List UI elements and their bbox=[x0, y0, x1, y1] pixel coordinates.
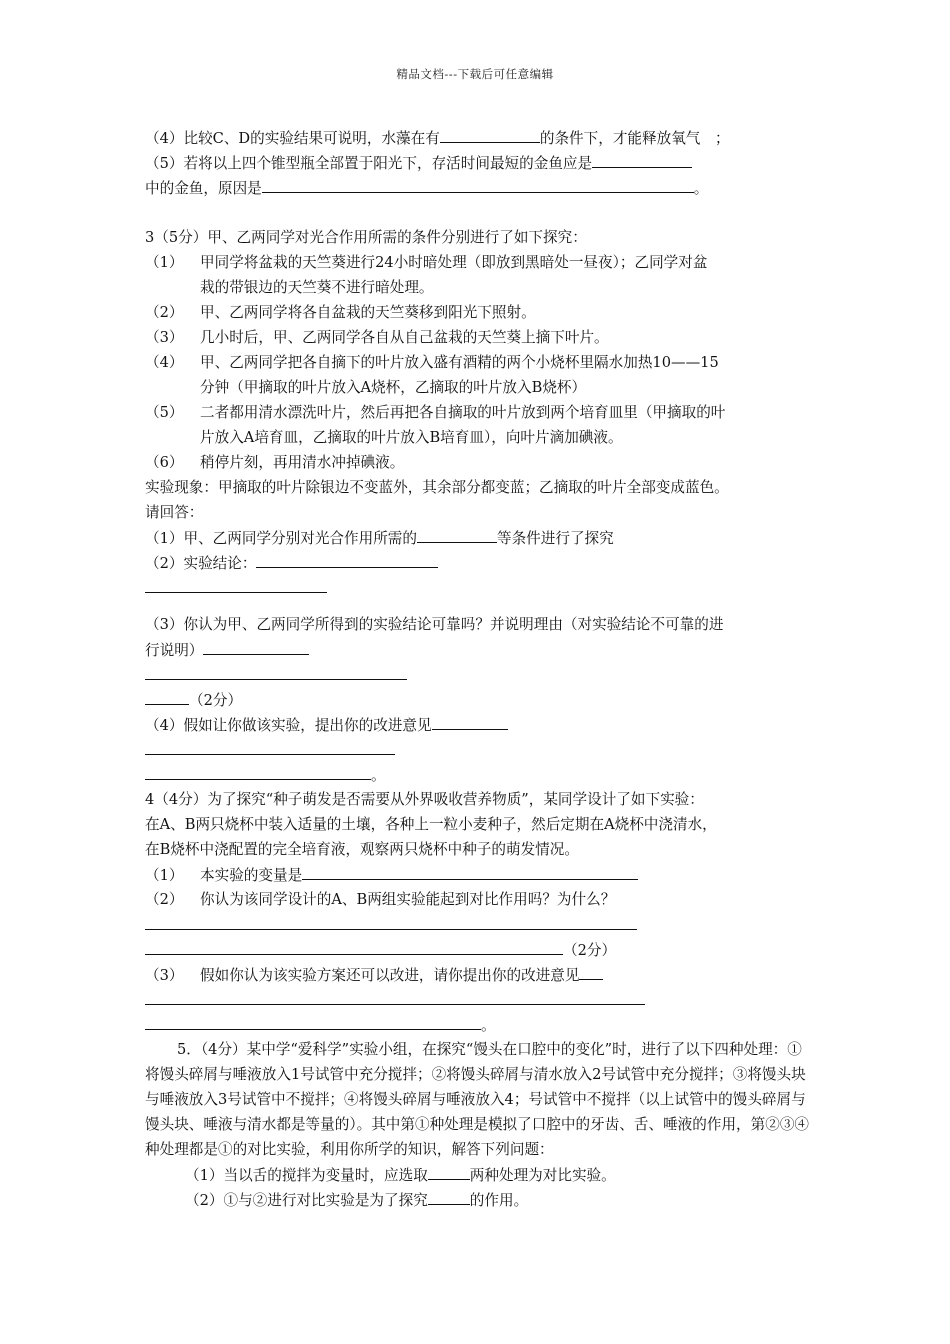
q3-answer-1: （1）甲、乙两同学分别对光合作用所需的 等条件进行了探究 bbox=[145, 525, 815, 550]
q3-answer-2: （2）实验结论： bbox=[145, 550, 815, 575]
answer-blank[interactable] bbox=[145, 912, 637, 930]
q3-step-cont: 片放入A培育皿，乙摘取的叶片放入B培育皿），向叶片滴加碘液。 bbox=[200, 429, 623, 446]
q3-answer-4-line: 。 bbox=[145, 762, 815, 787]
q3-ask: 请回答： bbox=[145, 504, 204, 521]
q5-paragraph: 5．（4分）某中学“爱科学”实验小组，在探究“馒头在口腔中的变化”时，进行了以下四种处理：①将馒头碎屑与唾液放入1号试管中充分搅拌；②将馒头碎屑与清水放入2号试管中充分搅拌；③将馒头块与唾液放入3号试管中不搅拌；④将馒头碎屑与唾液放入4；号试管中不搅拌（以上试管中的馒头碎屑与馒头块、唾液与清水都是等量的）。其中第①种处理是模拟了口腔中的牙齿、舌、唾液的作用，第②③④种处理都是①的对比实验，利用你所学的知识，解答下列问题： bbox=[145, 1041, 810, 1158]
q4-text: 在A、B两只烧杯中装入适量的土壤，各种上一粒小麦种子，然后定期在A烧杯中浇清水， bbox=[145, 816, 717, 833]
q3-step-cont: 栽的带银边的天竺葵不进行暗处理。 bbox=[200, 279, 434, 296]
answer-blank[interactable] bbox=[145, 687, 189, 705]
q3-answer-2-cont bbox=[145, 575, 815, 600]
q4-item-3: （3） 假如你认为该实验方案还可以改进，请你提出你的改进意见 bbox=[145, 962, 815, 987]
q3-step: （5） 二者都用清水漂洗叶片，然后再把各自摘取的叶片放到两个培育皿里（甲摘取的叶 bbox=[145, 404, 726, 421]
q5-item-1: （1）当以舌的搅拌为变量时，应选取 两种处理为对比实验。 bbox=[145, 1162, 815, 1187]
q3-answer-3: （3）你认为甲、乙两同学所得到的实验结论可靠吗？并说明理由（对实验结论不可靠的进 bbox=[145, 616, 724, 633]
q3-answer-3-line bbox=[145, 662, 815, 687]
answer-blank[interactable] bbox=[428, 1187, 470, 1205]
answer-blank[interactable] bbox=[579, 962, 603, 980]
document-body bbox=[145, 125, 815, 1212]
q2-item-4: （4）比较C、D的实验结果可说明，水藻在有 的条件下，才能释放氧气 ； bbox=[145, 125, 815, 150]
q2-item-5-cont: 中的金鱼，原因是 。 bbox=[145, 175, 815, 200]
q4-item-2-line: （2分） bbox=[145, 937, 815, 962]
q3-answer-3-score: （2分） bbox=[145, 687, 815, 712]
q3-step-cont: 分钟（甲摘取的叶片放入A烧杯，乙摘取的叶片放入B烧杯） bbox=[200, 379, 587, 396]
q5-item-2: （2）①与②进行对比实验是为了探究 的作用。 bbox=[145, 1187, 815, 1212]
q4-item-1: （1） 本实验的变量是 bbox=[145, 862, 815, 887]
q3-answer-4-line bbox=[145, 737, 815, 762]
answer-blank[interactable] bbox=[145, 737, 395, 755]
answer-blank[interactable] bbox=[145, 937, 563, 955]
answer-blank[interactable] bbox=[145, 987, 645, 1005]
page-header: 精品文档---下载后可任意编辑 bbox=[396, 67, 554, 81]
answer-blank[interactable] bbox=[417, 525, 497, 543]
q3-step: （2） 甲、乙两同学将各自盆栽的天竺葵移到阳光下照射。 bbox=[145, 304, 536, 321]
answer-blank[interactable] bbox=[428, 1162, 470, 1180]
answer-blank[interactable] bbox=[262, 175, 694, 193]
q3-step: （6） 稍停片刻，再用清水冲掉碘液。 bbox=[145, 454, 405, 471]
q2-item-5: （5）若将以上四个锥型瓶全部置于阳光下，存活时间最短的金鱼应是 bbox=[145, 150, 815, 175]
answer-blank[interactable] bbox=[145, 662, 407, 680]
answer-blank[interactable] bbox=[592, 150, 692, 168]
answer-blank[interactable] bbox=[145, 575, 327, 593]
q3-step: （4） 甲、乙两同学把各自摘下的叶片放入盛有酒精的两个小烧杯里隔水加热10——15 bbox=[145, 354, 719, 371]
q3-step: （3） 几小时后，甲、乙两同学各自从自己盆栽的天竺葵上摘下叶片。 bbox=[145, 329, 609, 346]
q4-item-3-line bbox=[145, 987, 815, 1012]
answer-blank[interactable] bbox=[203, 637, 309, 655]
q3-title: 3（5分）甲、乙两同学对光合作用所需的条件分别进行了如下探究： bbox=[145, 229, 587, 246]
answer-blank[interactable] bbox=[145, 762, 371, 780]
q4-item-3-line: 。 bbox=[145, 1012, 815, 1037]
q4-title: 4（4分）为了探究“种子萌发是否需要从外界吸收营养物质”，某同学设计了如下实验： bbox=[145, 791, 704, 808]
q4-item-2: （2） 你认为该同学设计的A、B两组实验能起到对比作用吗？为什么？ bbox=[145, 891, 616, 908]
q3-phenomenon: 实验现象：甲摘取的叶片除银边不变蓝外，其余部分都变蓝；乙摘取的叶片全部变成蓝色。 bbox=[145, 479, 729, 496]
answer-blank[interactable] bbox=[256, 550, 438, 568]
q3-step: （1） 甲同学将盆栽的天竺葵进行24小时暗处理（即放到黑暗处一昼夜）；乙同学对盆 bbox=[145, 254, 708, 271]
answer-blank[interactable] bbox=[145, 1012, 481, 1030]
q3-answer-3-cont: 行说明） bbox=[145, 637, 815, 662]
answer-blank[interactable] bbox=[432, 712, 508, 730]
q4-item-2-line bbox=[145, 912, 815, 937]
answer-blank[interactable] bbox=[440, 125, 540, 143]
q3-answer-4: （4）假如让你做该实验，提出你的改进意见 bbox=[145, 712, 815, 737]
answer-blank[interactable] bbox=[302, 862, 638, 880]
q4-text: 在B烧杯中浇配置的完全培育液，观察两只烧杯中种子的萌发情况。 bbox=[145, 841, 579, 858]
